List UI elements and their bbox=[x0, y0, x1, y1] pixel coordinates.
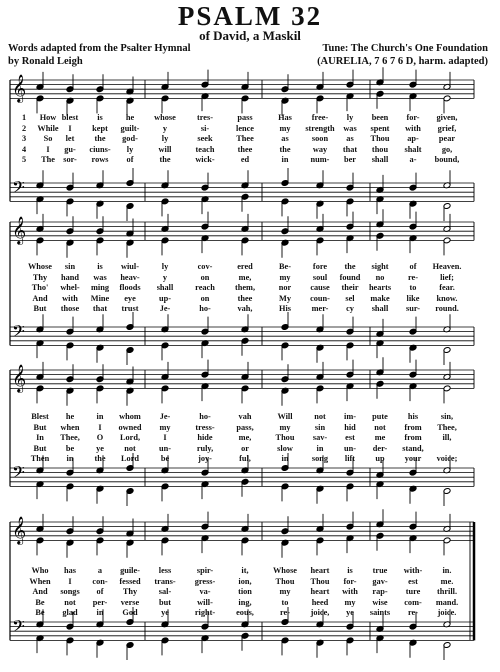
lyric-syllable: Will bbox=[277, 412, 293, 421]
lyric-syllable: guile- bbox=[120, 566, 140, 575]
lyric-syllable: the bbox=[279, 144, 291, 154]
lyric-syllable: that bbox=[342, 144, 358, 154]
lyric-syllable: songs bbox=[60, 587, 80, 596]
lyric-syllable: was bbox=[343, 123, 357, 133]
lyric-syllable: joy- bbox=[198, 454, 212, 463]
lyric-syllable: no bbox=[375, 272, 385, 282]
lyric-syllable: Je- bbox=[159, 304, 171, 313]
lyric-syllable: hid bbox=[344, 422, 356, 432]
lyric-syllable: Je- bbox=[159, 412, 171, 421]
lyric-syllable: Thy bbox=[122, 587, 138, 596]
lyric-syllable: god- bbox=[122, 134, 138, 143]
lyric-syllable: of bbox=[126, 155, 134, 164]
verse-number: 4 bbox=[22, 144, 27, 154]
lyric-syllable: stand, bbox=[402, 443, 424, 453]
lyric-syllable: Tho' bbox=[31, 283, 49, 292]
lyric-syllable: with bbox=[342, 587, 358, 596]
lyric-syllable: cov- bbox=[197, 262, 213, 271]
lyric-syllable: ing, bbox=[238, 597, 252, 607]
author-credit: by Ronald Leigh bbox=[8, 56, 83, 67]
lyric-syllable: der- bbox=[372, 443, 388, 453]
lyric-syllable: lift bbox=[344, 454, 356, 463]
lyric-syllable: as bbox=[346, 134, 354, 143]
lyric-syllable: whom bbox=[119, 412, 141, 421]
lyric-syllable: has bbox=[64, 566, 76, 575]
lyric-syllable: pute bbox=[372, 412, 388, 421]
lyric-syllable: God bbox=[122, 608, 138, 617]
lyric-syllable: shall bbox=[156, 283, 174, 292]
lyric-syllable: their bbox=[341, 283, 359, 292]
lyric-syllable: trust bbox=[121, 304, 139, 313]
lyric-syllable: gress- bbox=[194, 576, 216, 586]
lyric-syllable: con- bbox=[92, 576, 108, 586]
lyric-syllable: guilt- bbox=[120, 123, 140, 133]
lyric-syllable: not bbox=[64, 597, 76, 607]
lyric-syllable: Thou bbox=[275, 433, 295, 442]
lyric-syllable: My bbox=[279, 293, 291, 303]
lyric-syllable: in bbox=[96, 608, 104, 617]
lyric-syllable: But bbox=[33, 443, 47, 453]
lyric-syllable: sal- bbox=[158, 587, 172, 596]
lyric-syllable: I bbox=[98, 422, 102, 432]
lyric-syllable: sin bbox=[64, 262, 76, 271]
lyric-syllable: be bbox=[65, 443, 75, 453]
lyric-syllable: I bbox=[68, 576, 72, 586]
lyric-syllable: he bbox=[125, 113, 135, 122]
lyric-syllable: I bbox=[46, 144, 50, 154]
lyric-syllable: wise bbox=[372, 597, 388, 607]
lyric-syllable: cause bbox=[310, 283, 330, 292]
lyric-syllable: my bbox=[279, 422, 291, 432]
lyric-syllable: ap- bbox=[407, 134, 419, 143]
lyric-syllable: And bbox=[32, 587, 48, 596]
lyric-syllable: them, bbox=[234, 283, 256, 292]
lyric-syllable: ion, bbox=[238, 576, 252, 586]
lyric-syllable: spent bbox=[370, 123, 390, 133]
lyric-syllable: Thou bbox=[275, 576, 295, 586]
lyric-syllable: found bbox=[339, 272, 361, 282]
lyric-syllable: ly bbox=[346, 113, 354, 122]
lyric-syllable: est bbox=[408, 576, 418, 586]
lyric-syllable: ruly, bbox=[196, 443, 214, 453]
lyric-syllable: be bbox=[160, 454, 170, 463]
lyric-syllable: sel bbox=[345, 293, 355, 303]
lyric-syllable: ly bbox=[126, 144, 134, 154]
lyric-syllable: ly bbox=[161, 262, 169, 271]
lyric-syllable: tres- bbox=[197, 113, 213, 122]
lyric-syllable: my bbox=[344, 597, 356, 607]
lyric-syllable: tress- bbox=[195, 422, 215, 432]
lyric-syllable: I bbox=[68, 123, 72, 133]
lyric-syllable: shall bbox=[371, 304, 389, 313]
lyric-syllable: from bbox=[404, 433, 422, 442]
lyric-syllable: Be bbox=[35, 597, 45, 607]
lyric-syllable: And bbox=[32, 293, 48, 303]
lyric-syllable: your bbox=[404, 454, 422, 463]
lyric-syllable: my bbox=[279, 123, 291, 133]
lyric-syllable: re- bbox=[408, 272, 418, 282]
lyric-syllable: tion bbox=[238, 587, 252, 596]
lyric-syllable: pass bbox=[237, 113, 253, 122]
lyric-syllable: wiul- bbox=[121, 262, 139, 271]
lyric-syllable: fessed bbox=[119, 576, 141, 586]
lyric-syllable: whose bbox=[154, 113, 176, 122]
lyric-syllable: Thee, bbox=[437, 422, 457, 432]
lyric-syllable: slow bbox=[277, 443, 293, 453]
lyric-syllable: When bbox=[29, 576, 51, 586]
lyric-syllable: Thou bbox=[370, 134, 390, 143]
lyric-syllable: sin, bbox=[440, 412, 454, 421]
words-credit: Words adapted from the Psalter Hymnal bbox=[8, 43, 191, 54]
lyric-syllable: the bbox=[94, 454, 106, 463]
lyric-syllable: is bbox=[97, 113, 103, 122]
lyric-syllable: right- bbox=[194, 608, 216, 617]
lyric-syllable: sur- bbox=[406, 304, 420, 313]
lyric-syllable: his bbox=[407, 412, 419, 421]
lyric-syllable: Whose bbox=[28, 262, 52, 271]
lyric-syllable: hand bbox=[61, 272, 79, 282]
lyric-syllable: true bbox=[372, 566, 388, 575]
lyric-syllable: joice, bbox=[310, 608, 330, 617]
lyric-syllable: make bbox=[370, 293, 390, 303]
lyric-syllable: not bbox=[374, 422, 386, 432]
lyric-syllable: was bbox=[93, 272, 107, 282]
lyric-syllable: way bbox=[312, 144, 328, 154]
lyric-syllable: reach bbox=[195, 283, 215, 292]
lyric-syllable: but bbox=[159, 597, 171, 607]
lyric-syllable: seek bbox=[197, 134, 213, 143]
lyric-syllable: strength bbox=[305, 123, 335, 133]
lyric-syllable: on bbox=[200, 272, 210, 282]
lyric-syllable: voice; bbox=[436, 454, 458, 463]
lyric-syllable: Thee bbox=[236, 134, 254, 143]
lyric-syllable: Thy bbox=[32, 272, 48, 282]
lyric-syllable: with bbox=[62, 293, 78, 303]
lyric-syllable: mer- bbox=[311, 304, 329, 313]
lyric-syllable: gav- bbox=[372, 576, 388, 586]
lyric-syllable: soon bbox=[311, 134, 329, 143]
lyric-syllable: is bbox=[347, 566, 353, 575]
lyric-syllable: glad bbox=[62, 608, 78, 617]
lyric-syllable: with- bbox=[403, 566, 423, 575]
lyric-syllable: heart bbox=[310, 566, 330, 575]
lyric-syllable: un- bbox=[344, 443, 356, 453]
lyric-syllable: Thou bbox=[310, 576, 330, 586]
lyric-syllable: Then bbox=[30, 454, 50, 463]
lyric-syllable: I bbox=[163, 433, 167, 442]
lyric-syllable: soul bbox=[312, 272, 328, 282]
lyric-syllable: But bbox=[33, 304, 47, 313]
lyric-syllable: re- bbox=[408, 608, 418, 617]
lyric-syllable: me, bbox=[238, 433, 252, 442]
verse-number: 5 bbox=[22, 155, 27, 164]
lyric-syllable: vah, bbox=[237, 304, 253, 313]
lyric-syllable: of bbox=[409, 262, 417, 271]
lyric-syllable: grief, bbox=[437, 123, 457, 133]
lyric-syllable: Lord bbox=[121, 454, 139, 463]
lyric-syllable: wick- bbox=[195, 155, 215, 164]
lyric-syllable: Has bbox=[278, 113, 292, 122]
lyric-syllable: The bbox=[41, 155, 55, 164]
lyric-syllable: lence bbox=[236, 123, 254, 133]
lyric-syllable: eous, bbox=[236, 608, 254, 617]
lyric-syllable: num- bbox=[310, 155, 330, 164]
lyric-syllable: with bbox=[405, 123, 421, 133]
lyric-syllable: Blest bbox=[31, 412, 49, 421]
psalm-subtitle: of David, a Maskil bbox=[199, 28, 301, 43]
psalm-title: PSALM 32 bbox=[177, 1, 323, 31]
lyric-syllable: ciuns- bbox=[89, 144, 111, 154]
lyric-syllable: sor- bbox=[63, 155, 77, 164]
lyric-syllable: ful, bbox=[239, 454, 251, 463]
lyric-syllable: fear. bbox=[439, 283, 455, 292]
lyric-syllable: heart bbox=[310, 587, 330, 596]
lyric-syllable: ly bbox=[161, 134, 169, 143]
lyric-syllable: the bbox=[159, 155, 171, 164]
lyric-syllable: will- bbox=[197, 597, 213, 607]
lyric-syllable: But bbox=[33, 422, 47, 432]
lyric-syllable: my bbox=[279, 587, 291, 596]
lyric-syllable: y bbox=[162, 272, 168, 282]
lyric-syllable: Be bbox=[35, 608, 45, 617]
lyric-syllable: In bbox=[36, 433, 44, 442]
lyric-syllable: shalt bbox=[404, 144, 422, 154]
lyric-syllable: thee bbox=[237, 144, 253, 154]
lyric-syllable: not bbox=[314, 412, 326, 421]
lyric-syllable: ye bbox=[161, 608, 169, 617]
lyric-syllable: Whose bbox=[273, 566, 297, 575]
lyric-syllable: rap- bbox=[372, 587, 388, 596]
lyric-syllable: ho- bbox=[199, 304, 211, 313]
lyric-syllable: in. bbox=[442, 566, 452, 575]
lyric-syllable: est bbox=[345, 433, 355, 442]
lyric-syllable: mand. bbox=[435, 597, 459, 607]
lyric-syllable: go, bbox=[441, 144, 453, 154]
lyric-syllable: Thee, bbox=[60, 433, 80, 442]
lyric-syllable: he bbox=[65, 412, 75, 421]
lyric-syllable: the bbox=[344, 262, 356, 271]
lyric-syllable: me bbox=[374, 433, 386, 442]
lyric-syllable: re- bbox=[280, 608, 290, 617]
lyric-syllable: ed bbox=[240, 155, 250, 164]
lyric-syllable: Lord, bbox=[119, 433, 141, 442]
lyric-syllable: in bbox=[66, 454, 74, 463]
lyric-syllable: from bbox=[404, 422, 422, 432]
lyric-syllable: a bbox=[97, 566, 103, 575]
lyric-syllable: ered bbox=[237, 262, 253, 271]
lyric-syllable: coun- bbox=[310, 293, 330, 303]
lyric-syllable: that bbox=[92, 304, 108, 313]
lyric-syllable: when bbox=[60, 422, 80, 432]
lyric-syllable: ming bbox=[91, 283, 109, 292]
lyric-syllable: it, bbox=[241, 566, 249, 575]
lyric-syllable: my bbox=[159, 422, 171, 432]
lyric-syllable: sav- bbox=[312, 433, 328, 442]
tune-detail: (AURELIA, 7 6 7 6 D, harm. adapted) bbox=[317, 56, 488, 67]
system-2-treble-clef: 𝄞 bbox=[12, 216, 27, 244]
lyric-syllable: sin bbox=[314, 422, 326, 432]
lyric-syllable: verse bbox=[120, 597, 140, 607]
lyric-syllable: bound, bbox=[434, 155, 460, 164]
lyric-syllable: cy bbox=[346, 304, 354, 313]
lyric-syllable: ye bbox=[96, 443, 104, 453]
lyric-syllable: rows bbox=[91, 155, 109, 164]
lyric-syllable: ill, bbox=[442, 433, 452, 442]
lyric-syllable: kept bbox=[92, 123, 108, 133]
lyric-syllable: com- bbox=[404, 597, 422, 607]
lyric-syllable: thrill. bbox=[436, 587, 458, 596]
lyric-syllable: is bbox=[97, 262, 103, 271]
lyric-syllable: ber bbox=[344, 155, 356, 164]
lyric-syllable: to bbox=[281, 597, 289, 607]
lyric-syllable: y bbox=[162, 123, 168, 133]
lyric-syllable: me, bbox=[238, 272, 252, 282]
lyric-syllable: eye bbox=[124, 293, 136, 303]
lyric-syllable: si- bbox=[200, 123, 210, 133]
lyric-syllable: sight bbox=[371, 262, 389, 271]
lyric-syllable: heed bbox=[311, 597, 329, 607]
lyric-syllable: His bbox=[279, 304, 291, 313]
lyric-syllable: saints bbox=[369, 608, 391, 617]
verse-number: 2 bbox=[22, 123, 27, 133]
system-1-treble-clef: 𝄞 bbox=[12, 74, 27, 102]
lyric-syllable: given, bbox=[436, 113, 458, 122]
lyric-syllable: Heaven. bbox=[432, 262, 462, 271]
lyric-syllable: shall bbox=[371, 155, 389, 164]
lyric-syllable: like bbox=[406, 293, 420, 303]
lyric-syllable: in bbox=[316, 443, 324, 453]
lyric-syllable: for- bbox=[406, 113, 420, 122]
lyric-syllable: How bbox=[39, 113, 57, 122]
lyric-syllable: im- bbox=[344, 412, 356, 421]
lyric-syllable: in bbox=[281, 155, 289, 164]
lyric-syllable: on bbox=[200, 293, 210, 303]
lyric-syllable: gu- bbox=[64, 144, 76, 154]
lyric-syllable: vah bbox=[238, 412, 252, 421]
lyric-syllable: free- bbox=[311, 113, 329, 122]
system-3-treble-clef: 𝄞 bbox=[12, 364, 27, 392]
lyric-syllable: owned bbox=[118, 422, 142, 432]
lyric-syllable: teach bbox=[195, 144, 215, 154]
lyric-syllable: the bbox=[94, 134, 106, 143]
lyric-syllable: a- bbox=[409, 155, 417, 164]
lyric-syllable: floods bbox=[119, 283, 141, 292]
lyric-syllable: un- bbox=[159, 443, 171, 453]
lyric-syllable: pear bbox=[438, 134, 456, 143]
lyric-syllable: for- bbox=[343, 576, 357, 586]
lyric-syllable: will bbox=[158, 144, 172, 154]
lyric-syllable: not bbox=[124, 443, 136, 453]
lyric-syllable: lief; bbox=[440, 272, 454, 282]
lyric-syllable: trans- bbox=[154, 576, 176, 586]
lyric-syllable: song bbox=[311, 454, 329, 463]
lyric-syllable: va- bbox=[199, 587, 211, 596]
lyric-syllable: thee bbox=[237, 293, 253, 303]
lyric-syllable: those bbox=[60, 304, 80, 313]
lyric-syllable: blest bbox=[61, 113, 79, 122]
lyric-syllable: fore bbox=[312, 262, 328, 271]
system-2-bass-clef: 𝄢 bbox=[12, 321, 25, 345]
lyric-syllable: up- bbox=[159, 293, 171, 303]
lyric-syllable: nor bbox=[278, 283, 292, 292]
lyric-syllable: hearts bbox=[368, 283, 392, 292]
lyric-syllable: me. bbox=[440, 576, 454, 586]
lyric-syllable: O bbox=[96, 433, 104, 442]
lyric-syllable: Mine bbox=[90, 293, 110, 303]
lyric-syllable: While bbox=[37, 123, 59, 133]
lyric-syllable: in bbox=[96, 412, 104, 421]
tune-credit: Tune: The Church's One Foundation bbox=[322, 43, 488, 54]
lyric-syllable: pass, bbox=[236, 422, 254, 432]
lyric-syllable: per- bbox=[92, 597, 108, 607]
lyric-syllable: ye bbox=[346, 608, 354, 617]
verse-number: 1 bbox=[22, 113, 27, 122]
lyric-syllable: been bbox=[371, 113, 389, 122]
system-3-bass-clef: 𝄢 bbox=[12, 462, 25, 486]
lyric-syllable: So bbox=[43, 134, 53, 143]
lyric-syllable: heav- bbox=[120, 272, 140, 282]
lyric-syllable: as bbox=[281, 134, 289, 143]
lyric-syllable: my bbox=[279, 272, 291, 282]
lyric-syllable: Who bbox=[31, 566, 49, 575]
lyric-syllable: to bbox=[409, 283, 417, 292]
lyric-syllable: up bbox=[375, 454, 385, 463]
verse-number: 3 bbox=[22, 134, 27, 143]
lyric-syllable: whel- bbox=[60, 283, 80, 292]
system-1-bass-clef: 𝄢 bbox=[12, 177, 25, 201]
lyric-syllable: know. bbox=[436, 293, 458, 303]
lyric-syllable: Be- bbox=[279, 262, 291, 271]
lyric-syllable: ture bbox=[405, 587, 421, 596]
system-4-treble-clef: 𝄞 bbox=[12, 516, 27, 544]
lyric-syllable: in bbox=[281, 454, 289, 463]
lyric-syllable: thou bbox=[371, 144, 389, 154]
lyric-syllable: let bbox=[65, 134, 75, 143]
lyric-syllable: of bbox=[96, 587, 104, 596]
lyric-syllable: less bbox=[158, 566, 172, 575]
lyric-syllable: spir- bbox=[196, 566, 214, 575]
lyric-syllable: joice. bbox=[437, 608, 457, 617]
lyric-syllable: or bbox=[241, 443, 249, 453]
lyric-syllable: round. bbox=[435, 304, 459, 313]
lyric-syllable: ho- bbox=[199, 412, 211, 421]
system-4-bass-clef: 𝄢 bbox=[12, 616, 25, 640]
lyric-syllable: hide bbox=[197, 433, 213, 442]
